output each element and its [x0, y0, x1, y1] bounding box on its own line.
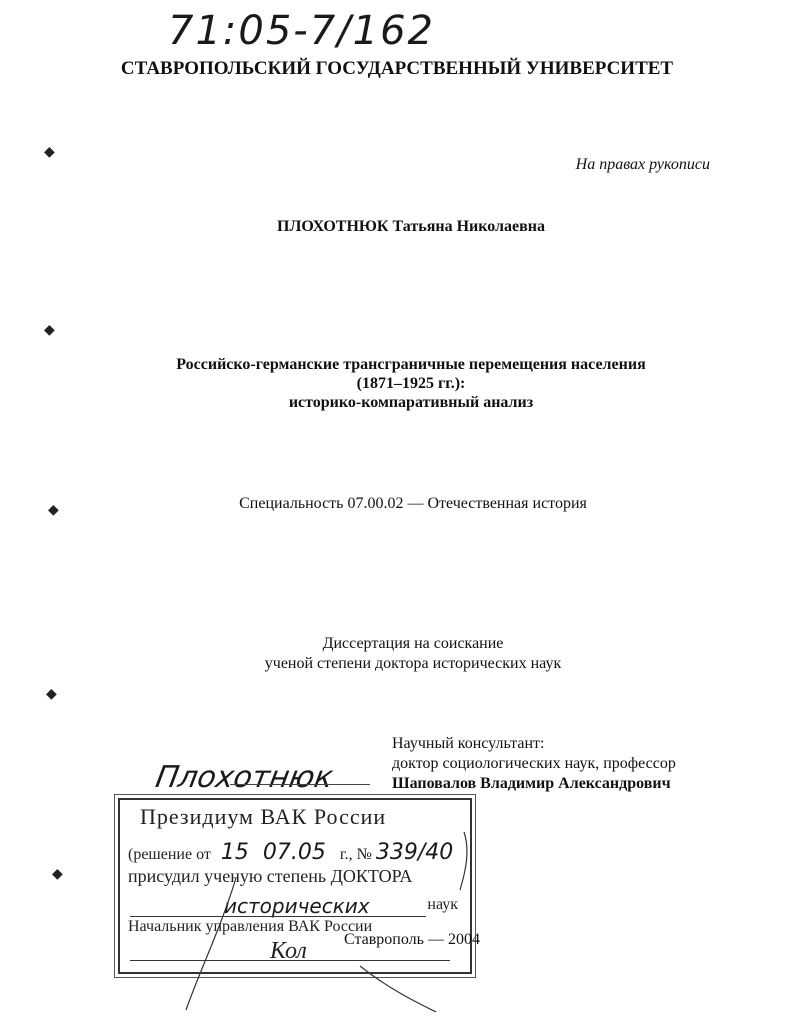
- stamp-science-handwritten: исторических: [224, 894, 370, 918]
- degree-line-1: Диссертация на соискание: [322, 635, 504, 652]
- consultant-name: Шаповалов Владимир Александрович: [392, 775, 671, 792]
- margin-mark: ◆: [46, 687, 57, 702]
- stamp-decision-month: 07.05: [262, 840, 326, 865]
- stamp-degree-line: присудил ученую степень ДОКТОРА: [128, 866, 413, 886]
- university-name: СТАВРОПОЛЬСКИЙ ГОСУДАРСТВЕННЫЙ УНИВЕРСИТЕТ: [120, 58, 674, 79]
- author-name: ПЛОХОТНЮК Татьяна Николаевна: [277, 218, 545, 235]
- stamp-science-line: [128, 894, 462, 918]
- stamp-decision-number: 339/40: [375, 840, 454, 865]
- margin-mark: ◆: [44, 323, 55, 338]
- stamp-science-suffix: наук: [427, 896, 458, 913]
- stamp-decision-line: [128, 840, 453, 865]
- title-line-1: Российско-германские трансграничные перемещения населения: [176, 356, 646, 373]
- degree-line-2: ученой степени доктора исторических наук: [264, 655, 562, 672]
- rights-note: На правах рукописи: [575, 156, 710, 173]
- specialty: Специальность 07.00.02 — Отечественная история: [239, 495, 587, 512]
- stamp-science-underline: [130, 916, 426, 917]
- consultant-label: Научный консультант:: [392, 735, 545, 752]
- degree-statement: [16, 634, 794, 674]
- title-line-2: (1871–1925 гг.):: [356, 375, 466, 392]
- author-signature: Плохотнюк: [152, 760, 336, 795]
- stamp-head-line: Начальник управления ВАК России: [128, 918, 373, 935]
- stamp-decision-prefix: (решение от: [128, 846, 211, 863]
- signature-underline: [230, 784, 370, 785]
- stamp-decision-day: 15: [220, 840, 249, 865]
- dissertation-title: [14, 355, 794, 412]
- stamp-decision-year-suffix: г., №: [339, 846, 372, 863]
- archive-number: 71:05-7/162: [168, 8, 435, 54]
- stamp-signature-underline: [130, 960, 450, 961]
- consultant-block: [392, 734, 676, 794]
- margin-mark: ◆: [44, 145, 55, 160]
- margin-mark: ◆: [52, 867, 63, 882]
- consultant-degree: доктор социологических наук, профессор: [392, 755, 676, 772]
- stamp-title: Президиум ВАК России: [140, 804, 387, 829]
- stamp-signature: Кол: [270, 938, 307, 964]
- title-line-3: историко-компаративный анализ: [288, 394, 534, 411]
- margin-mark: ◆: [48, 503, 59, 518]
- city-year: Ставрополь — 2004: [344, 931, 480, 948]
